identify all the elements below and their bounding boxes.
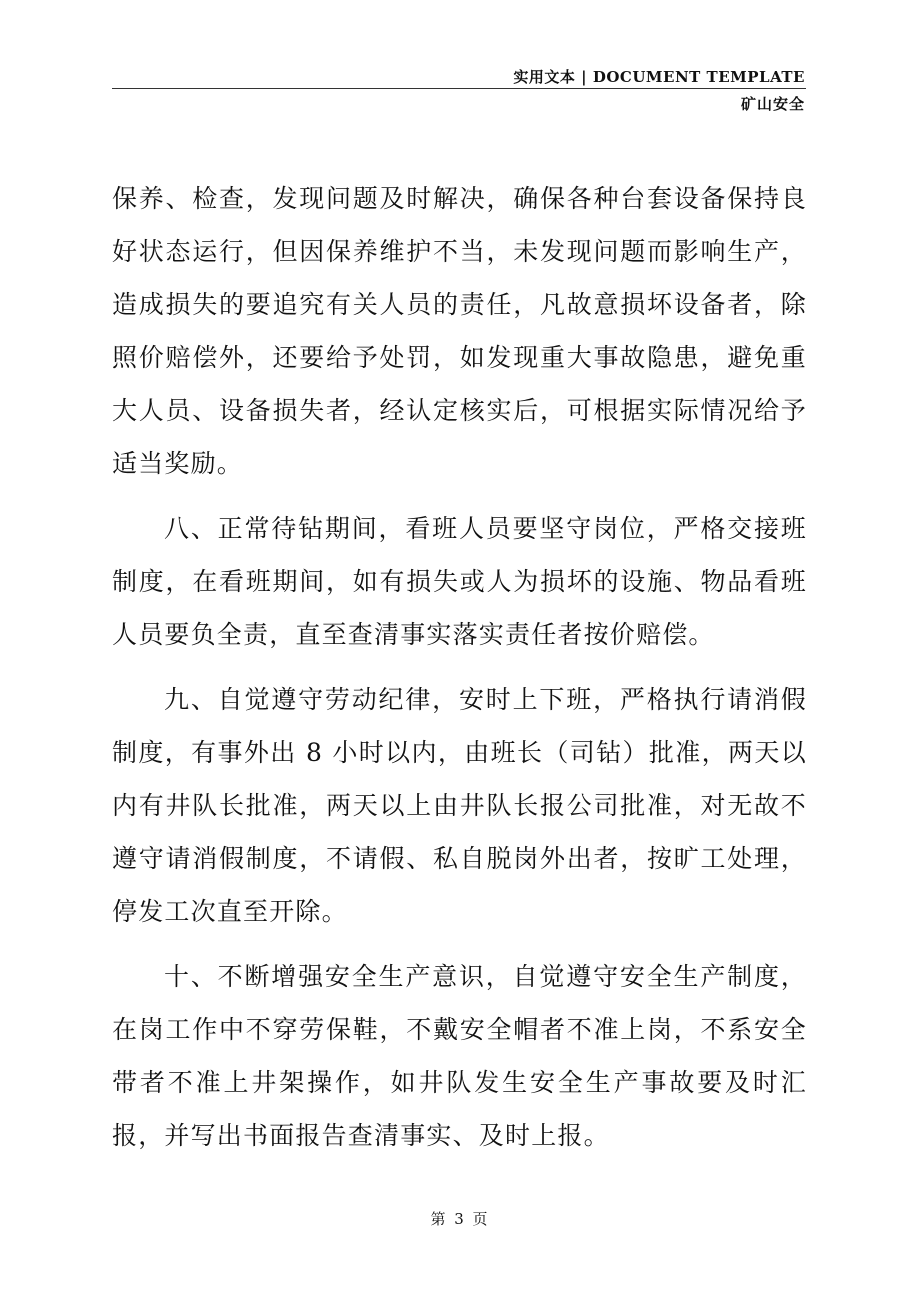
page-number: 第 3 页	[430, 1210, 490, 1228]
paragraph-item-9: 九、自觉遵守劳动纪律，安时上下班，严格执行请消假制度，有事外出 8 小时以内，由班长（司钻）批准，两天以内有井队长批准，两天以上由井队长报公司批准，对无故不遵守请消假制度，不请假、私自脱岗外出者，按旷工处理，停发工次直至开除。	[112, 685, 807, 926]
paragraph-item-8: 八、正常待钻期间，看班人员要坚守岗位，严格交接班制度，在看班期间，如有损失或人为损坏的设施、物品看班人员要负全责，直至查清事实落实责任者按价赔偿。	[112, 514, 807, 649]
header-subtitle: 矿山安全	[740, 95, 805, 113]
header-divider	[112, 88, 806, 89]
paragraph-item-10: 十、不断增强安全生产意识，自觉遵守安全生产制度，在岗工作中不穿劳保鞋，不戴安全帽者不准上岗，不系安全带者不准上井架操作，如井队发生安全生产事故要及时汇报，并写出书面报告查清事实、及时上报。	[112, 962, 807, 1150]
paragraph-continuation: 保养、检查，发现问题及时解决，确保各种台套设备保持良好状态运行，但因保养维护不当，未发现问题而影响生产，造成损失的要追究有关人员的责任，凡故意损坏设备者，除照价赔偿外，还要给予处罚，如发现重大事故隐患，避免重大人员、设备损失者，经认定核实后，可根据实际情况给予适当奖励。	[112, 184, 807, 478]
document-body	[112, 172, 807, 1174]
header-title: 实用文本 | DOCUMENT TEMPLATE	[513, 68, 805, 86]
